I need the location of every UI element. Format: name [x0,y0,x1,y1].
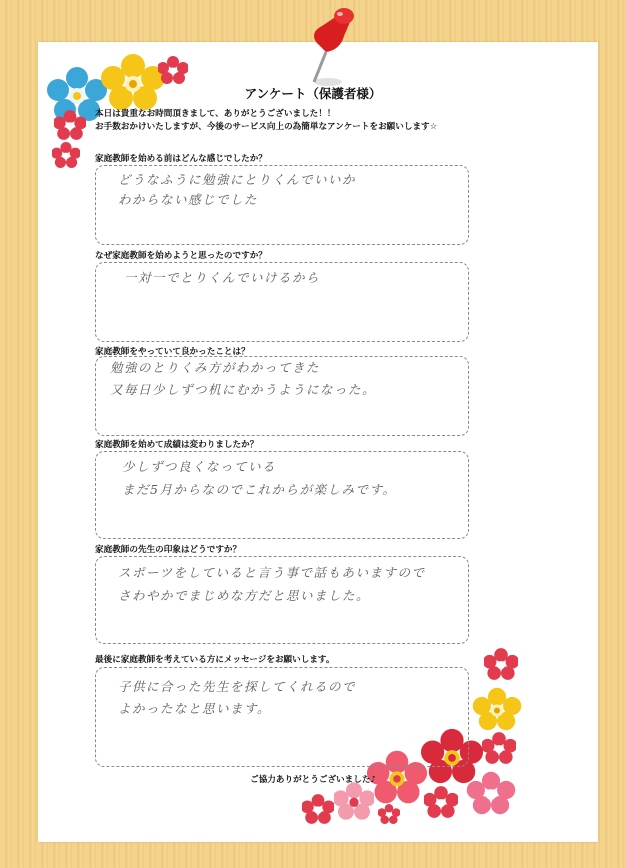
closing-message: ご協力ありがとうございました♪ [250,775,376,785]
question-label: 家庭教師の先生の印象はどうですか？ [95,545,242,555]
question-label: 家庭教師をやっていて良かったことは？ [95,347,250,357]
question-label: 家庭教師を始める前はどんな感じでしたか？ [95,154,267,164]
question-label: 家庭教師を始めて成績は変わりましたか？ [95,440,259,450]
handwritten-answer: わからない感じでした [118,192,259,207]
intro-line: お手数おかけいたしますが、今後のサービス向上の為簡単なアンケートをお願いします☆ [95,122,438,132]
handwritten-answer: スポーツをしていると言う事で話もあいますので [118,565,426,580]
red-flower-icon [424,786,458,818]
pink-flower-icon [334,782,374,820]
handwritten-answer: 又毎日少しずつ机にむかうようになった。 [110,382,377,397]
handwritten-answer: まだ5月からなのでこれからが楽しみです。 [122,482,397,497]
handwritten-answer: よかったなと思います。 [118,701,272,716]
handwritten-answer: さわやかでまじめな方だと思いました。 [118,588,371,603]
page-title: アンケート（保護者様） [244,86,382,101]
red-flower-icon [302,794,334,824]
red-flower-icon [52,142,80,168]
red-flower-icon [158,56,188,84]
red-flower-icon [378,804,400,824]
intro-line: 本日は貴重なお時間頂きまして、ありがとうございました！！ [95,109,336,119]
red-flower-icon [482,732,516,764]
push-pin-icon [300,2,360,92]
red-flower-icon [54,110,86,140]
question-label: なぜ家庭教師を始めようと思ったのですか？ [95,251,267,261]
question-label: 最後に家庭教師を考えている方にメッセージをお願いします。 [95,655,335,665]
handwritten-answer: 子供に合った先生を探してくれるので [118,679,357,694]
handwritten-answer: どうなふうに勉強にとりくんでいいか [118,172,357,187]
handwritten-answer: 一対一でとりくんでいけるから [124,270,321,285]
handwritten-answer: 少しずつ良くなっている [122,459,277,474]
handwritten-answer: 勉強のとりくみ方がわかってきた [110,360,321,375]
red-flower-icon [484,648,518,680]
